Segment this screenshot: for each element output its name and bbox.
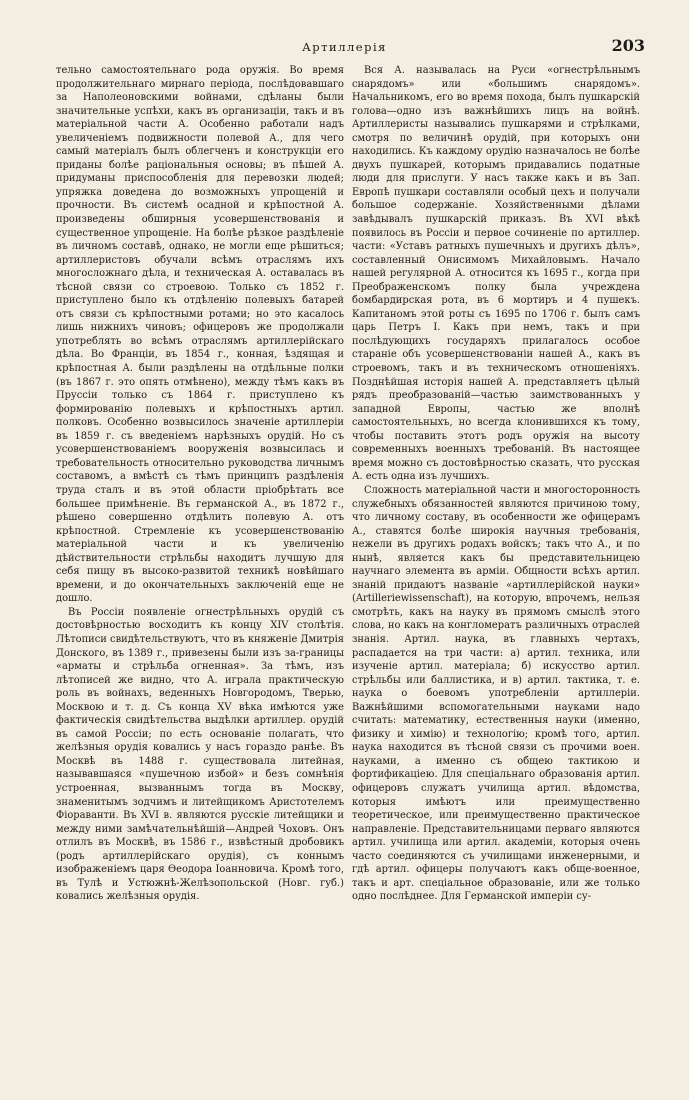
page-number: 203: [611, 36, 645, 55]
paragraph: тельно самостоятельнаго рода оружія. Во время продолжительнаго мирнаго періода, послѣдовавшаго за Наполеоновскими войнами, сдѣланы были значительные успѣхи, какъ въ организаціи, такъ и въ матеріальной части А. Особенно работали надъ увеличеніемъ подвижности полевой А., для чего самый матеріалъ былъ облегченъ и конструкціи его приданы болѣе раціональныя основы; въ пѣшей А. придуманы приспособленія для перевозки людей; упряжка доведена до возможныхъ упрощеній и прочности. Въ системѣ осадной и крѣпостной А. произведены обширныя усовершенствованія и существенное упрощеніе. На болѣе рѣзкое раздѣленіе въ личномъ составѣ, однако, не могли еще рѣшиться; артиллеристовъ обучали всѣмъ отраслямъ ихъ многосложнаго дѣла, и техническая А. оставалась въ тѣсной связи со строевою. Только съ 1852 г. приступлено было къ отдѣленію полевыхъ батарей отъ связи съ крѣпостными ротами; но это касалось лишь нижнихъ чиновъ; офицеровъ же продолжали употреблять во всѣмъ отраслямъ артиллерійскаго дѣла. Во Франціи, въ 1854 г., конная, ѣздящая и крѣпостная А. были раздѣлены на отдѣльные полки (въ 1867 г. это опять отмѣнено), между тѣмъ какъ въ Пруссіи только съ 1864 г. приступлено къ формированію полевыхъ и крѣпостныхъ артил. полковъ. Особенно возвысилось значеніе артиллеріи въ 1859 г. съ введеніемъ нарѣзныхъ орудій. Но съ усовершенствованіемъ вооруженія возвысилась и требовательность относительно руководства личнымъ составомъ, а вмѣстѣ съ тѣмъ принципъ раздѣленія труда сталъ и въ этой области пріобрѣтать все большее примѣненіе. Въ германской А., въ 1872 г., рѣшено совершенно отдѣлить полевую А. отъ крѣпостной. Стремленіе къ усовершенствованію матеріальной части и къ увеличенію дѣйствительности стрѣльбы находитъ лучшую для себя пищу въ высоко-развитой техникѣ новѣйшаго времени, и до окончательныхъ заключеній еще не дошло.: [56, 65, 344, 605]
running-title: Артиллерія: [302, 40, 387, 54]
paragraph: Въ Россіи появленіе огнестрѣльныхъ орудій съ достовѣрностью восходитъ къ концу XIV столѣтія. Лѣтописи свидѣтельствуютъ, что въ княженіе Дмитрія Донского, въ 1389 г., привезены были изъ за-границы «арматы и стрѣльба огненная». За тѣмъ, изъ лѣтописей же видно, что А. играла практическую роль въ войнахъ, веденныхъ Новгородомъ, Тверью, Москвою и т. д. Съ конца XV вѣка имѣются уже фактическія свидѣтельства выдѣлки артиллер. орудій въ самой Россіи; по есть основаніе полагать, что желѣзныя орудія ковались у насъ гораздо ранѣе. Въ Москвѣ въ 1488 г. существовала литейная, называвшаяся «пушечною избой» и безъ сомнѣнія устроенная, вызваннымъ тогда въ Москву, знаменитымъ зодчимъ и литейщикомъ Аристотелемъ Фіораванти. Въ XVI в. являются русскіе литейщики и между ними замѣчательнѣйшій—Андрей Чоховъ. Онъ отлилъ въ Москвѣ, въ 1586 г., извѣстный дробовикъ (родъ артиллерійскаго орудія), съ коннымъ изображеніемъ царя Ѳеодора Іоанновича. Кромѣ того, въ Тулѣ и Устюжнѣ-Желѣзопольской (Новг. губ.) ковались желѣзныя орудія.: [56, 606, 344, 903]
right-column: [352, 64, 640, 904]
paragraph: Сложность матеріальной части и многосторонность служебныхъ обязанностей являются причиною тому, что личному составу, въ особенности же офицерамъ А., ставятся болѣе широкія научныя требованія, нежели въ другихъ родахъ войскъ; такъ что А., и по нынѣ, является какъ бы представительницею научнаго элемента въ арміи. Общности всѣхъ артил. знаній придаютъ названіе «артиллерійской науки» (Artilleriewissenschaft), на которую, впрочемъ, нельзя смотрѣть, какъ на науку въ прямомъ смыслѣ этого слова, но какъ на конгломератъ различныхъ отраслей знанія. Артил. наука, въ главныхъ чертахъ, распадается на три части: а) артил. техника, или изученіе артил. матеріала; б) искусство артил. стрѣльбы или баллистика, и в) артил. тактика, т. е. наука о боевомъ употребленіи артиллеріи. Важнѣйшими вспомогательными науками надо считать: математику, естественныя науки (именно, физику и химію) и технологію; кромѣ того, артил. наука находится въ тѣсной связи съ прочими воен. науками, а именно съ общею тактикою и фортификаціею. Для спеціальнаго образованія артил. офицеровъ служатъ училища артил. вѣдомства, которыя имѣютъ или преимущественно теоретическое, или преимущественно практическое направленіе. Представительницами перваго являются артил. училища или артил. академіи, которыя очень часто соединяются съ училищами инженерными, и гдѣ артил. офицеры получаютъ какъ обще-военное, такъ и арт. спеціальное образованіе, или же только одно послѣднее. Для Германской имперіи су-: [352, 484, 640, 903]
left-column: [56, 64, 344, 904]
paragraph: Вся А. называлась на Руси «огнестрѣльнымъ снарядомъ» или «большимъ снарядомъ». Начальникомъ, его во время похода, былъ пушкарскій голова—одно изъ важнѣйшихъ лицъ на войнѣ. Артиллеристы назывались пушкарями и стрѣлками, смотря по величинѣ орудій, при которыхъ они находились. Къ каждому орудію назначалось не болѣе двухъ пушкарей, которымъ придавались податные люди для прислуги. У насъ также какъ и въ Зап. Европѣ пушкари составляли особый цехъ и получали большое содержаніе. Хозяйственными дѣлами завѣдывалъ пушкарскій приказъ. Въ XVI вѣкѣ появилось въ Россіи и первое сочиненіе по артиллер. части: «Уставъ ратныхъ пушечныхъ и другихъ дѣлъ», составленный Онисимомъ Михайловымъ. Начало нашей регулярной А. относится къ 1695 г., когда при Преображенскомъ полку была учреждена бомбардирская рота, въ 6 мортиръ и 4 пушекъ. Капитаномъ этой роты съ 1695 по 1706 г. былъ самъ царь Петръ I. Какъ при немъ, такъ и при послѣдующихъ государяхъ прилагалось особое стараніе объ усовершенствованіи нашей А., какъ въ строевомъ, такъ и въ техническомъ отношеніяхъ. Позднѣйшая исторія нашей А. представляетъ цѣлый рядъ преобразованій—частью заимствованныхъ у западной Европы, частью же вполнѣ самостоятельныхъ, но всегда клонившихся къ тому, чтобы поставить этотъ родъ оружія на высоту современныхъ военныхъ требованій. Въ настоящее время можно съ достовѣрностью сказать, что русская А. есть одна изъ лучшихъ.: [352, 65, 640, 483]
running-head: [0, 36, 689, 60]
